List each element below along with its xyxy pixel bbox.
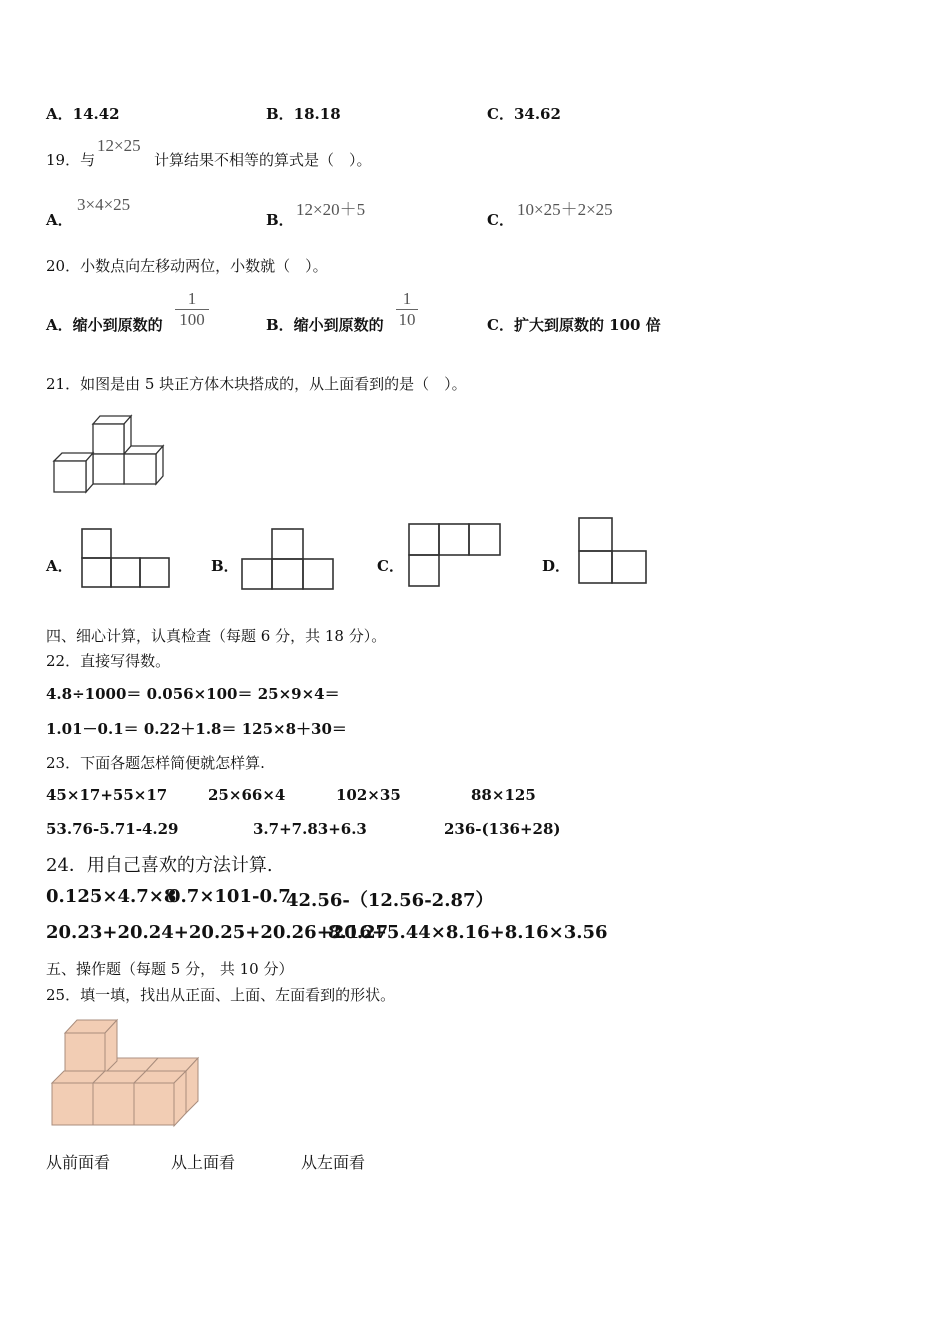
- q19-option-c-label: C．: [487, 211, 514, 229]
- q21-option-b-label: B．: [211, 557, 239, 575]
- q24-item-5: 8.16+5.44×8.16+8.16×3.56: [328, 922, 608, 943]
- q20-option-b-fraction: 1 10: [396, 289, 418, 330]
- q24-item-1: 0.125×4.7×8: [46, 886, 177, 907]
- q19-expression: 12×25: [97, 136, 141, 155]
- q23-item-7: 236-(136+28): [444, 820, 561, 838]
- q19-option-a-expr: 3×4×25: [77, 195, 131, 214]
- q24-item-2: 0.7×101-0.7: [168, 886, 291, 907]
- q19-option-b-label: B．: [266, 211, 294, 229]
- q21-option-a-label: A．: [46, 557, 73, 575]
- q20-question-text: 20．小数点向左移动两位，小数就（ ）。: [46, 257, 328, 275]
- q19-question-text: 计算结果不相等的算式是（ ）。: [154, 151, 372, 169]
- q20-option-a: A．缩小到原数的: [46, 316, 163, 334]
- q25-view-front-label: 从前面看: [46, 1153, 111, 1172]
- q18-option-a: A．14.42: [46, 105, 120, 123]
- q21-question-text: 21．如图是由 5 块正方体木块搭成的，从上面看到的是（ ）。: [46, 375, 467, 393]
- section-5-title: 五、操作题（每题 5 分， 共 10 分）: [46, 960, 294, 978]
- q21-option-a-view: [81, 528, 171, 590]
- q25-question-text: 25．填一填，找出从正面、上面、左面看到的形状。: [46, 986, 396, 1004]
- q24-item-4: 20.23+20.24+20.25+20.26+20.27: [46, 922, 389, 943]
- q21-option-d-view: [578, 516, 650, 586]
- q23-item-2: 25×66×4: [208, 786, 286, 804]
- q21-option-d-label: D．: [542, 557, 571, 575]
- q21-option-c-label: C．: [377, 557, 404, 575]
- q23-item-6: 3.7+7.83+6.3: [253, 820, 367, 838]
- q21-cube-figure: [50, 412, 170, 498]
- q25-view-left-label: 从左面看: [301, 1153, 366, 1172]
- q18-option-c: C．34.62: [487, 105, 561, 123]
- q23-question-text: 23．下面各题怎样简便就怎样算.: [46, 754, 265, 772]
- q23-item-5: 53.76-5.71-4.29: [46, 820, 179, 838]
- q22-question-text: 22．直接写得数。: [46, 652, 171, 670]
- q18-option-b: B．18.18: [266, 105, 341, 123]
- q19-option-c-expr: 10×25＋2×25: [517, 200, 613, 219]
- q21-option-b-view: [241, 528, 336, 591]
- q23-item-3: 102×35: [336, 786, 401, 804]
- q24-item-3: 42.56-（12.56-2.87）: [286, 890, 494, 911]
- q20-option-c: C．扩大到原数的 100 倍: [487, 316, 661, 334]
- q21-option-c-view: [408, 523, 503, 588]
- q19-number: 19．与: [46, 151, 96, 169]
- q19-option-a-label: A．: [46, 211, 73, 229]
- q22-row-2: 1.01－0.1＝ 0.22＋1.8＝ 125×8＋30＝: [46, 720, 347, 738]
- q25-cube-figure: [50, 1016, 206, 1130]
- q24-question-text: 24．用自己喜欢的方法计算.: [46, 855, 273, 876]
- q25-view-top-label: 从上面看: [171, 1153, 236, 1172]
- q20-option-b: B．缩小到原数的: [266, 316, 384, 334]
- q19-option-b-expr: 12×20＋5: [296, 200, 366, 219]
- section-4-title: 四、细心计算，认真检查（每题 6 分，共 18 分）。: [46, 627, 387, 645]
- q23-item-4: 88×125: [471, 786, 536, 804]
- q23-item-1: 45×17+55×17: [46, 786, 168, 804]
- q22-row-1: 4.8÷1000＝ 0.056×100＝ 25×9×4＝: [46, 685, 340, 703]
- q20-option-a-fraction: 1 100: [175, 289, 209, 330]
